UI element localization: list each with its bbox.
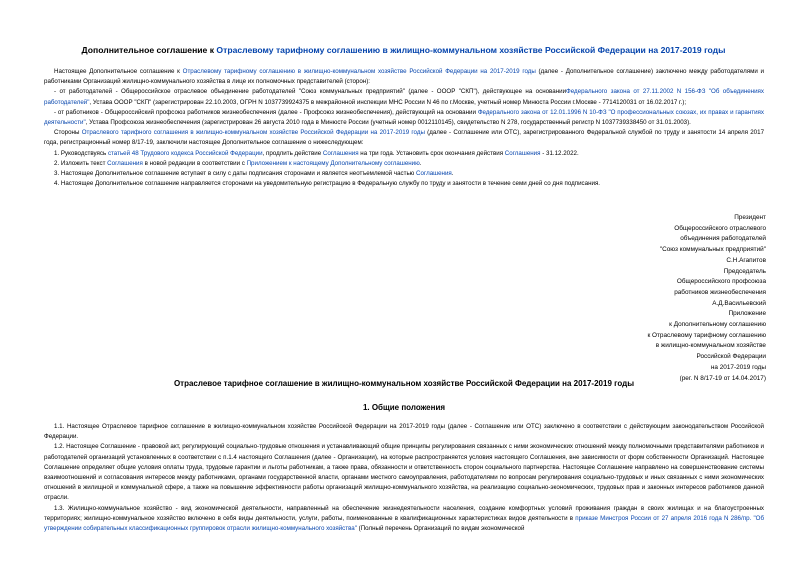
signature-line: Общероссийского отраслевого xyxy=(674,224,766,232)
appendix-line: Приложение xyxy=(728,310,766,318)
signature-line: А.Д.Васильевский xyxy=(712,299,766,307)
signature-line: Президент xyxy=(734,214,766,221)
ots-link[interactable]: Отраслевого тарифного соглашения в жилищно-коммунальном хозяйстве Российской Федерации на 2017-2019 годы xyxy=(81,129,425,137)
item-4: 4. Настоящее Дополнительное соглашение направляется сторонами на уведомительную регистрацию в Федеральную службу по труду и занятости в течение семи дней со дня подписания. xyxy=(54,180,601,188)
workers-paragraph: - от работников - Общероссийский профсоюз работников жизнеобеспечения (далее - Профсоюз жизнеобеспечения), действующий на основании Федерального закона от 12.01.1996 N 10-ФЗ "О профессиональных союзах, их правах и гарантиях деятельности", Устава Профсоюза жизнеобеспечения (зарегистрирован 26 августа 2010 года в Минюсте России (учетный номер 0012110145), свидетельство N 278, государственный регистр N 1037739338450 от 31.01.2003). xyxy=(44,108,764,127)
agreement-link[interactable]: Соглашения xyxy=(504,149,541,157)
agreement-title: Отраслевое тарифное соглашение в жилищно-коммунальном хозяйстве Российской Федерации на 2017-2019 годы xyxy=(173,379,635,388)
ots-link[interactable]: Отраслевому тарифному соглашению в жилищно-коммунальном хозяйстве Российской Федерации на 2017-2019 годы xyxy=(216,45,726,55)
employers-paragraph: - от работодателей - Общероссийское отраслевое объединение работодателей "Союз коммунальных предприятий" (далее - ОООР "СКП"), действующее на основанииФедерального закона от 27.11.2002 N 156-ФЗ "Об объединениях работодателей", Устава ОООР "СКП" (зарегистрирован 22.10.2003, ОГРН N 1037739924375 в межрайонной инспекции МНС России N 46 по г.Москве, учетный номер Минюста России г.Москве - 7714120031 от 16.02.2017 г.); xyxy=(44,88,764,106)
law-156-link[interactable]: Федерального закона от 27.11.2002 N 156-ФЗ "Об объединениях работодателей" xyxy=(44,88,764,106)
appendix-line: (рег. N 8/17-19 от 14.04.2017) xyxy=(679,374,766,382)
item-2: 2. Изложить текст Соглашения в новой редакции в соответствии с Приложением к настоящему Дополнительному соглашению. xyxy=(54,159,422,167)
parties-paragraph: Стороны Отраслевого тарифного соглашения в жилищно-коммунальном хозяйстве Российской Федерации на 2017-2019 годы (далее - Соглашение или ОТС), зарегистрированного Федеральной службой по труду и занятости 14 апреля 2017 года, регистрационный номер 8/17-19, заключили настоящее Дополнительное соглашение о нижеследующем: xyxy=(44,129,765,147)
labor-code-48-link[interactable]: статьей 48 Трудового кодекса Российской Федерации xyxy=(107,149,263,157)
appendix-line: к Дополнительному соглашению xyxy=(669,321,766,329)
signature-line: объединения работодателей xyxy=(680,235,766,243)
ots-link[interactable]: Отраслевому тарифному соглашению в жилищно-коммунальном хозяйстве Российской Федерации на 2017-2019 годы xyxy=(182,68,536,75)
paragraph-1-1: 1.1. Настоящее Отраслевое тарифное соглашение в жилищно-коммунальном хозяйстве Российской Федерации на 2017-2019 годы (далее - Соглашение или ОТС) заключено в соответствии с действующим законодательством Российской Федерации. xyxy=(44,423,764,441)
appendix-line: в жилищно-коммунальном хозяйстве xyxy=(655,342,766,350)
appendix-line: на 2017-2019 годы xyxy=(710,363,766,371)
agreement-link[interactable]: Соглашения xyxy=(322,149,359,157)
document-title: Дополнительное соглашение к Отраслевому тарифному соглашению в жилищно-коммунальном хозяйстве Российской Федерации на 2017-2019 годы xyxy=(81,45,726,55)
appendix-line: Российской Федерации xyxy=(696,353,766,361)
item-3: 3. Настоящее Дополнительное соглашение вступает в силу с даты подписания сторонами и является неотъемлемой частью Соглашения. xyxy=(54,170,454,178)
signature-line: Общероссийского профсоюза xyxy=(676,278,766,286)
appendix-line: к Отраслевому тарифному соглашению xyxy=(647,331,766,339)
signature-line: "Союз коммунальных предприятий" xyxy=(659,246,766,254)
signature-line: работников жизнеобеспечения xyxy=(674,288,766,296)
signature-line: С.Н.Агапитов xyxy=(726,256,766,264)
item-1: 1. Руководствуясь статьей 48 Трудового кодекса Российской Федерации, продлить действие Соглашения на три года. Установить срок окончания действия Соглашения - 31.12.2022. xyxy=(54,149,579,157)
paragraph-1-3: 1.3. Жилищно-коммунальное хозяйство - вид экономической деятельности, направленный на обеспечение жизнедеятельности населения, создание комфортных условий проживания граждан в своих жилищах и на благоустроенных территориях; жилищно-коммунальное хозяйство включено в себя виды деятельности, услуги, работы, поименованные в квалификационных характеристиках видов деятельности в приказе Минстроя России от 27 апреля 2016 года N 286/пр. "Об утверждении собирательных классификационных группировок отрасли жилищно-коммунального хозяйства" (Полный перечень Организаций по видам экономической xyxy=(44,504,765,533)
law-10-link[interactable]: Федерального закона от 12.01.1996 N 10-ФЗ "О профессиональных союзах, их правах и гарантиях деятельности" xyxy=(44,108,764,127)
intro-paragraph: Настоящее Дополнительное соглашение к Отраслевому тарифному соглашению в жилищно-коммунальном хозяйстве Российской Федерации на 2017-2019 годы (далее - Дополнительное соглашение) заключено между работодателями и работниками Организаций жилищно-коммунального хозяйства в лице их полномочных представителей (сторон): xyxy=(44,68,764,86)
signature-block xyxy=(596,213,766,384)
agreement-link[interactable]: Соглашения xyxy=(416,170,452,178)
agreement-link[interactable]: Соглашения xyxy=(107,159,143,167)
signature-line: Председатель xyxy=(723,267,766,275)
intro-block xyxy=(44,67,764,189)
appendix-link[interactable]: Приложением к настоящему Дополнительному соглашению xyxy=(246,159,420,167)
section-title: 1. Общие положения xyxy=(362,403,446,412)
paragraph-1-2: 1.2. Настоящее Соглашение - правовой акт, регулирующий социально-трудовые отношения и устанавливающий общие принципы регулирования связанных с ними экономических отношений между полномочными представителями работников и работодателей организаций установленных в соответствии с п.1.4 настоящего Соглашения (далее - Организации), на которые распространяется условия настоящего Соглашения, вне зависимости от форм собственности Организаций. Настоящее Соглашение определяет общие условия оплаты труда, трудовые гарантии и льготы работникам, а также права, обязанности и ответственность сторон социального партнерства. Настоящее Соглашение направлено на совершенствование системы взаимоотношений и согласования интересов между работниками, органами государственной власти, органами местного самоуправления, работодателями по вопросам регулирования социально-трудовых и иных связанных с ними экономических отношений в жилищной и коммунальной сфере, а также на повышение эффективности работы организаций жилищно-коммунального хозяйства, на реализацию социально-экономических, трудовых прав и законных интересов работников данной отрасли. xyxy=(44,443,764,502)
minstroy-order-link[interactable]: приказе Минстроя России от 27 апреля 2016 года N 286/пр. "Об утверждении собирательных классификационных группировок отрасли жилищно-коммунального хозяйства" xyxy=(44,514,765,533)
general-provisions xyxy=(44,422,764,534)
